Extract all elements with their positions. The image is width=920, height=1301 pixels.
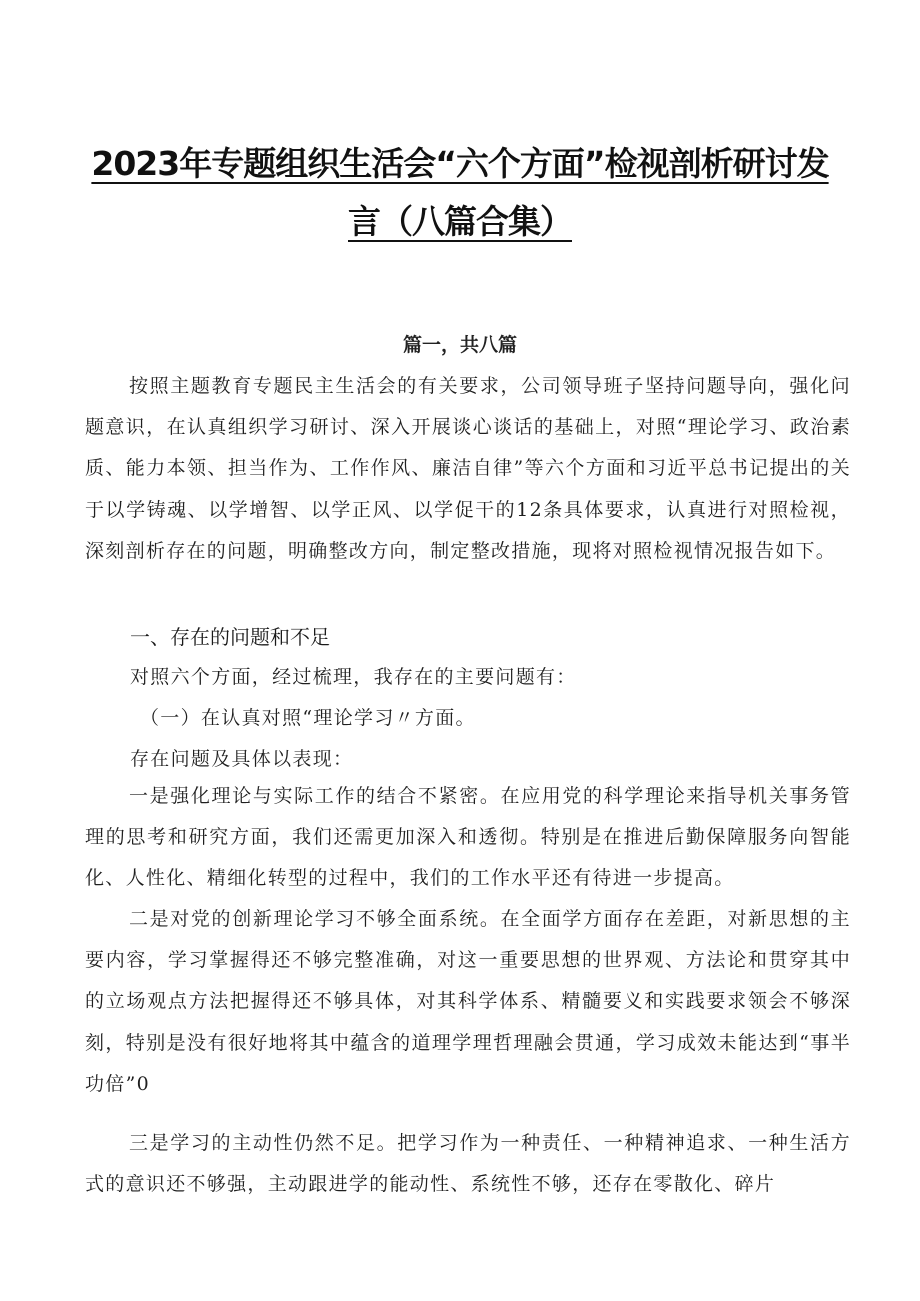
paragraph-issue-2: 二是对党的创新理论学习不够全面系统。在全面学方面存在差距，对新思想的主要内容，学习掌握得还不够完整准确，对这一重要思想的世界观、方法论和贯穿其中的立场观点方法把握得还不够具体，对其科学体系、精髓要义和实践要求领会不够深刻，特别是没有很好地将其中蕴含的道理学理哲理融会贯通，学习成效未能达到“事半功倍”0	[85, 908, 851, 1095]
body-line-2: 存在问题及具体以表现：	[130, 748, 354, 770]
part-label: 篇一，共八篇	[402, 334, 517, 356]
paragraph-intro: 按照主题教育专题民主生活会的有关要求，公司领导班子坚持问题导向，强化问题意识，在认真组织学习研讨、深入开展谈心谈话的基础上，对照“理论学习、政治素质、能力本领、担当作为、工作作风、廉洁自律”等六个方面和习近平总书记提出的关于以学铸魂、以学增智、以学正风、以学促干的12条具体要求，认真进行对照检视，深刻剖析存在的问题，明确整改方向，制定整改措施，现将对照检视情况报告如下。	[85, 375, 851, 562]
subsection-heading: （一）在认真对照“理论学习〃方面。	[140, 707, 476, 729]
paragraph-issue-3: 三是学习的主动性仍然不足。把学习作为一种责任、一种精神追求、一种生活方式的意识还不够强，主动跟进学的能动性、系统性不够，还存在零散化、碎片	[85, 1132, 851, 1196]
document-title-line-1: 2023年专题组织生活会“六个方面”检视剖析研讨发	[91, 144, 829, 183]
section-heading: 一、存在的问题和不足	[130, 625, 330, 649]
body-line-1: 对照六个方面，经过梳理，我存在的主要问题有：	[130, 666, 577, 688]
document-title-line-2: 言（八篇合集）	[348, 202, 572, 241]
paragraph-issue-1: 一是强化理论与实际工作的结合不紧密。在应用党的科学理论来指导机关事务管理的思考和研究方面，我们还需更加深入和透彻。特别是在推进后勤保障服务向智能化、人性化、精细化转型的过程中，我们的工作水平还有待进一步提高。	[85, 785, 851, 890]
